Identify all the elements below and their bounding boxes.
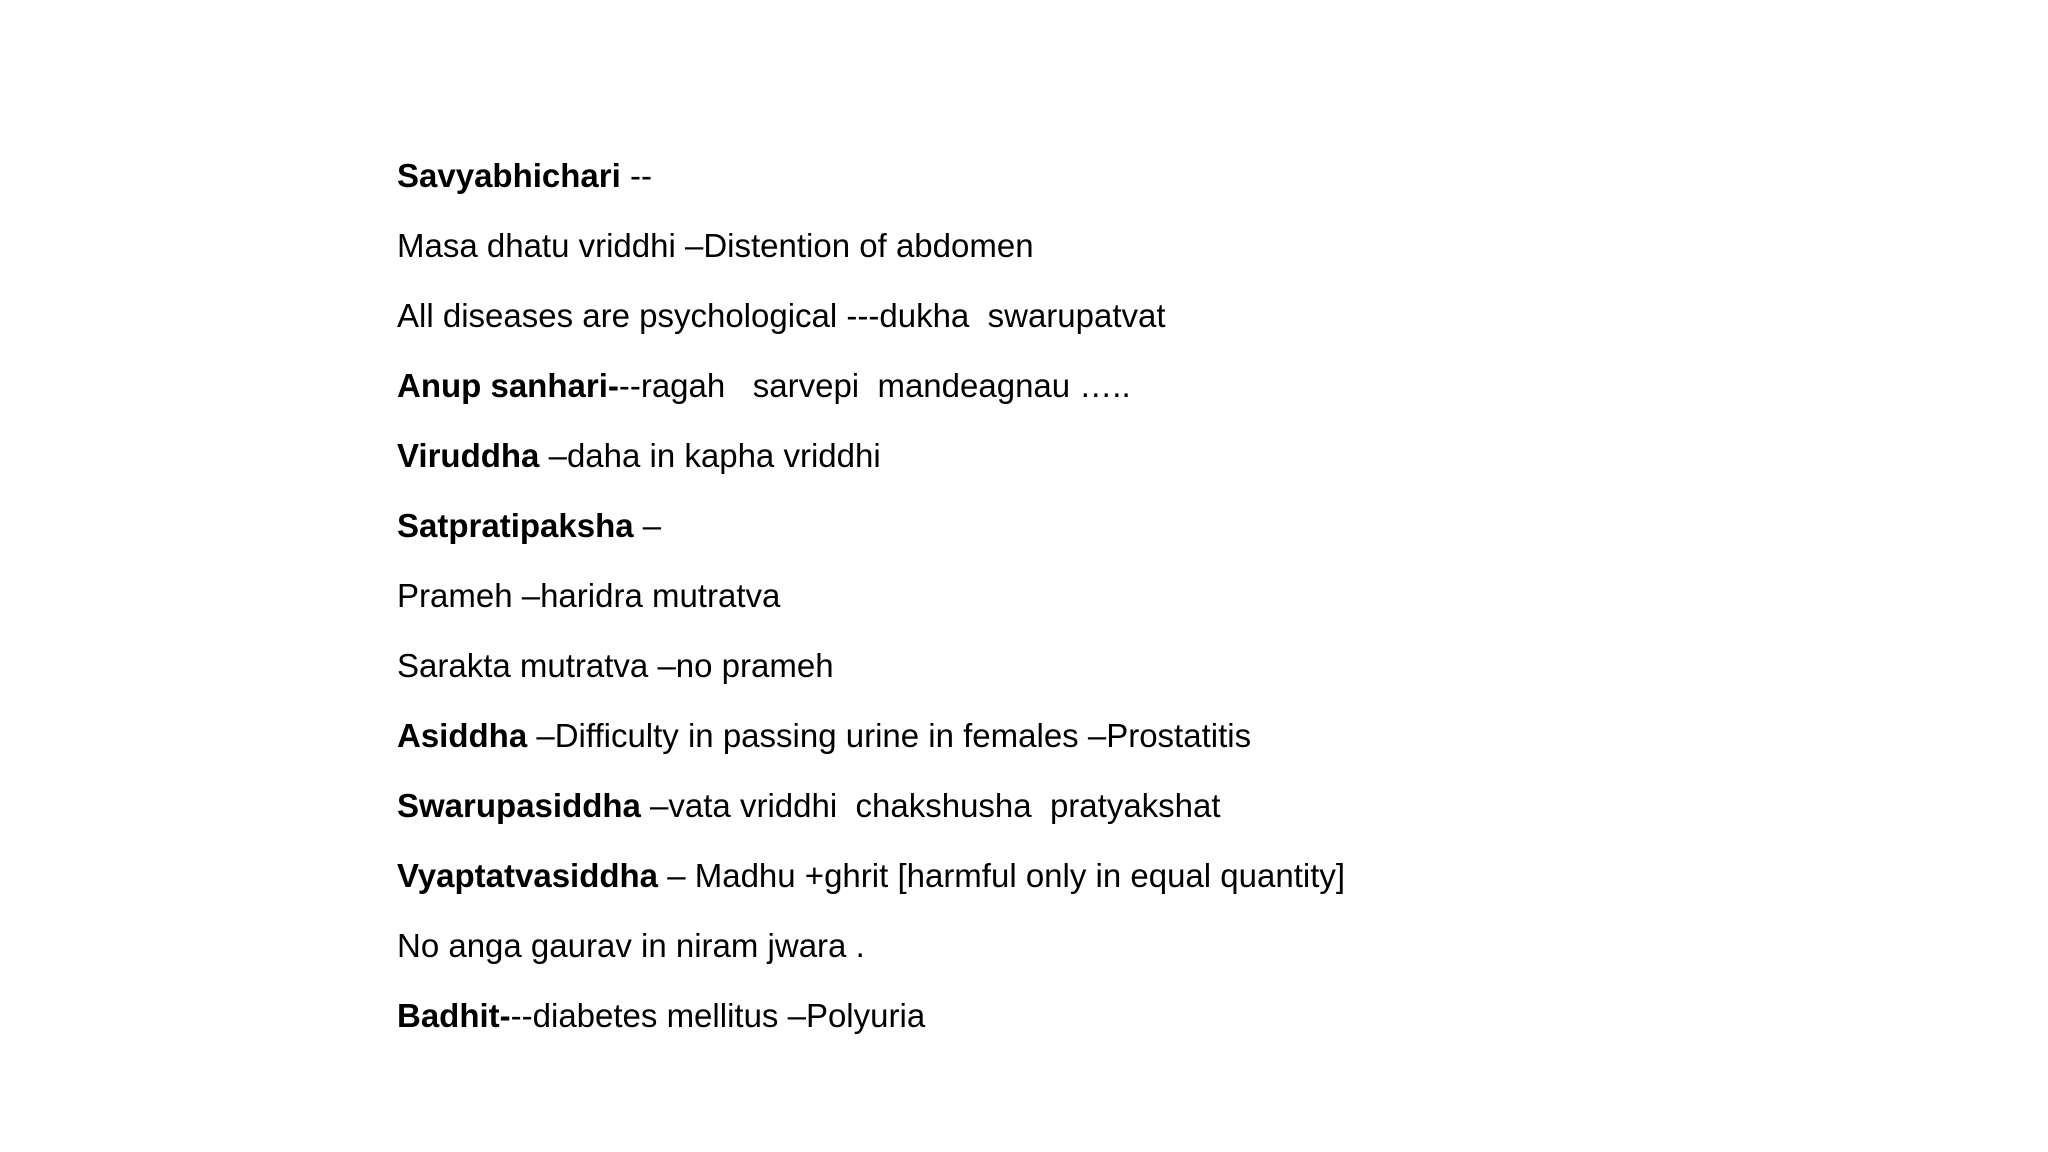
- term-label: Anup sanhari-: [397, 367, 619, 404]
- term-label: Savyabhichari: [397, 157, 621, 194]
- line-swarupasiddha: [397, 780, 1897, 850]
- line-text: Prameh –haridra mutratva: [397, 577, 781, 614]
- line-text: --diabetes mellitus –Polyuria: [510, 997, 926, 1034]
- term-label: Swarupasiddha: [397, 787, 641, 824]
- line-badhit: [397, 990, 1897, 1060]
- term-label: Satpratipaksha: [397, 507, 634, 544]
- line-prameh: [397, 570, 1897, 640]
- term-label: Badhit-: [397, 997, 511, 1034]
- line-anup-sanhari: [397, 360, 1897, 430]
- term-label: Vyaptatvasiddha: [397, 857, 659, 894]
- line-asiddha: [397, 710, 1897, 780]
- line-all-diseases: [397, 290, 1897, 360]
- line-sarakta: [397, 640, 1897, 710]
- line-text: – Madhu +ghrit [harmful only in equal quantity]: [658, 857, 1346, 894]
- line-text: --: [620, 157, 652, 194]
- line-text: All diseases are psychological ---dukha swarupatvat: [397, 297, 1166, 334]
- line-text: –Difficulty in passing urine in females –Prostatitis: [527, 717, 1252, 754]
- line-masa-dhatu: [397, 220, 1897, 290]
- line-no-anga-gaurav: [397, 920, 1897, 990]
- slide-body: [397, 150, 1897, 1060]
- term-label: Asiddha: [397, 717, 528, 754]
- line-text: –daha in kapha vriddhi: [539, 437, 881, 474]
- line-text: No anga gaurav in niram jwara .: [397, 927, 865, 964]
- line-text: Masa dhatu vriddhi –Distention of abdomen: [397, 227, 1034, 264]
- line-vyaptatvasiddha: [397, 850, 1897, 920]
- line-text: --ragah sarvepi mandeagnau …..: [618, 367, 1131, 404]
- line-text: –vata vriddhi chakshusha pratyakshat: [640, 787, 1221, 824]
- line-text: Sarakta mutratva –no prameh: [397, 647, 834, 684]
- line-text: –: [633, 507, 662, 544]
- line-viruddha: [397, 430, 1897, 500]
- line-savyabhichari: [397, 150, 1897, 220]
- term-label: Viruddha: [397, 437, 540, 474]
- line-satpratipaksha: [397, 500, 1897, 570]
